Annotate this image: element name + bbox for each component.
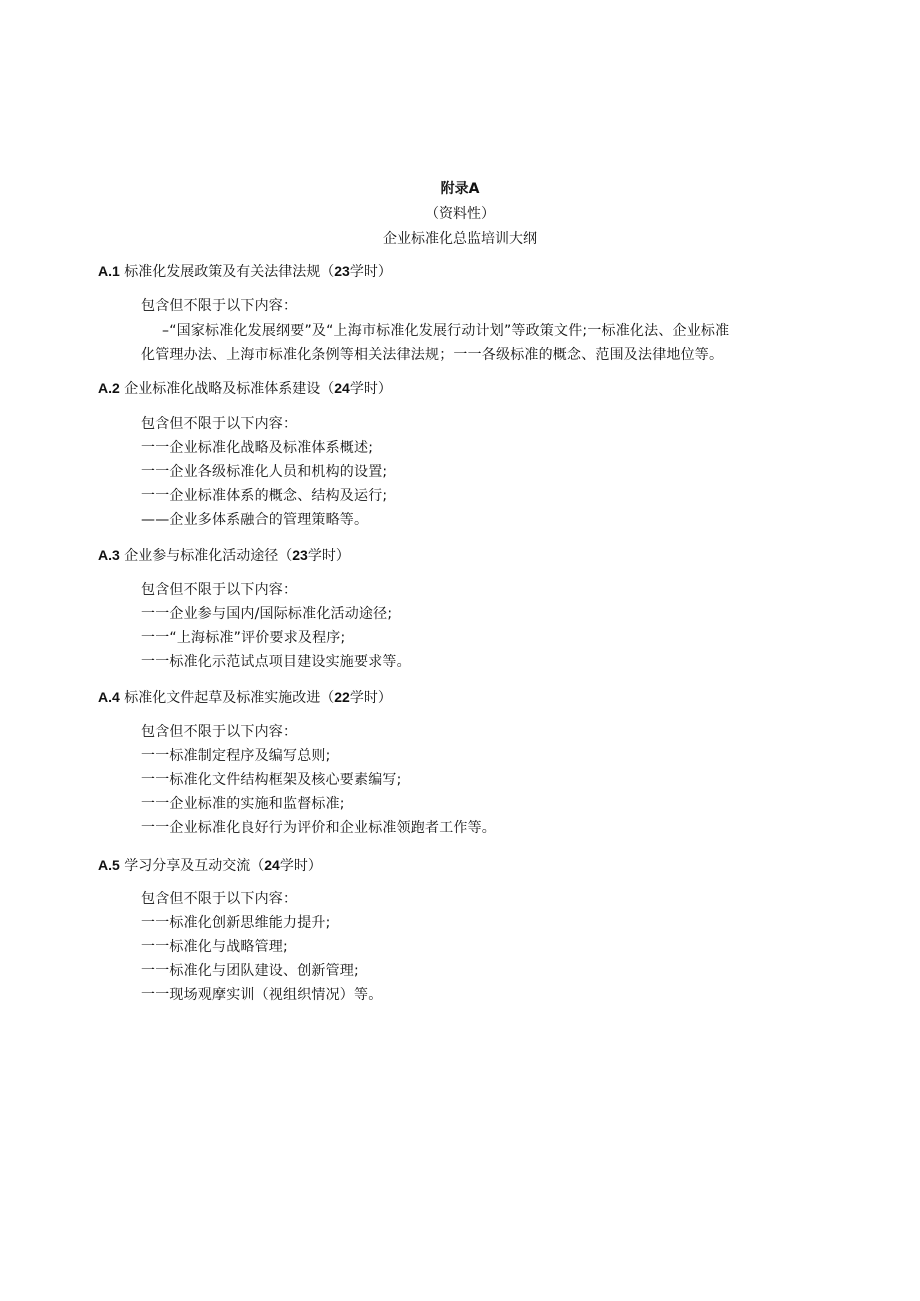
list-item: 一一企业各级标准化人员和机构的设置;	[141, 464, 388, 480]
section-number: A.2	[98, 380, 120, 396]
section-hours-suffix: 学时）	[307, 548, 350, 564]
section-heading-a3	[98, 545, 350, 565]
section-heading-a1	[98, 261, 392, 281]
list-item: 一一标准化与战略管理;	[141, 939, 288, 955]
section-hours: 22	[334, 689, 350, 705]
section-heading-a5	[98, 855, 322, 875]
section-title: 标准化文件起草及标准实施改进（	[124, 690, 335, 706]
list-item: 一一标准化与团队建设、创新管理;	[141, 963, 359, 979]
section-hours: 24	[264, 857, 280, 873]
section-title: 企业参与标准化活动途径（	[124, 548, 293, 564]
list-item: 一一企业标准体系的概念、结构及运行;	[141, 488, 388, 504]
section-hours-suffix: 学时）	[349, 381, 392, 397]
appendix-title: 企业标准化总监培训大纲	[383, 231, 537, 247]
section-number: A.4	[98, 689, 120, 705]
list-item: 一一标准化创新思维能力提升;	[141, 915, 331, 931]
list-item: –“国家标准化发展纲要”及“上海市标准化发展行动计划”等政策文件;一标准化法、企业标准	[162, 323, 730, 339]
section-hours: 24	[334, 380, 350, 396]
list-item: ——企业多体系融合的管理策略等。	[141, 512, 369, 528]
appendix-nature: （资料性）	[425, 206, 495, 222]
section-title: 学习分享及互动交流（	[124, 858, 265, 874]
list-item: 一一标准化文件结构框架及核心要素编写;	[141, 772, 402, 788]
section-intro: 包含但不限于以下内容：	[141, 416, 298, 432]
section-hours: 23	[292, 547, 308, 563]
list-item: 一一标准制定程序及编写总则;	[141, 748, 331, 764]
section-intro: 包含但不限于以下内容：	[141, 298, 298, 314]
section-heading-a4	[98, 687, 392, 707]
section-number: A.3	[98, 547, 120, 563]
section-intro: 包含但不限于以下内容：	[141, 724, 298, 740]
section-number: A.1	[98, 263, 120, 279]
section-title: 标准化发展政策及有关法律法规（	[124, 264, 335, 280]
list-item: 一一标准化示范试点项目建设实施要求等。	[141, 654, 411, 670]
section-title: 企业标准化战略及标准体系建设（	[124, 381, 335, 397]
list-item: 一一企业标准化良好行为评价和企业标准领跑者工作等。	[141, 820, 496, 836]
list-item: 一一企业标准化战略及标准体系概述;	[141, 440, 374, 456]
section-hours: 23	[334, 263, 350, 279]
section-intro: 包含但不限于以下内容：	[141, 891, 298, 907]
section-hours-suffix: 学时）	[349, 690, 392, 706]
list-item: 一一现场观摩实训（视组织情况）等。	[141, 987, 383, 1003]
section-number: A.5	[98, 857, 120, 873]
section-hours-suffix: 学时）	[279, 858, 322, 874]
appendix-label: 附录A	[440, 181, 480, 197]
list-item: 一一“上海标准”评价要求及程序;	[141, 630, 346, 646]
list-item: 一一企业标准的实施和监督标准;	[141, 796, 345, 812]
section-heading-a2	[98, 378, 392, 398]
list-item: 一一企业参与国内/国际标准化活动途径;	[141, 606, 393, 622]
section-intro: 包含但不限于以下内容：	[141, 582, 298, 598]
section-hours-suffix: 学时）	[349, 264, 392, 280]
list-item: 化管理办法、上海市标准化条例等相关法律法规；一一各级标准的概念、范围及法律地位等。	[141, 347, 724, 363]
